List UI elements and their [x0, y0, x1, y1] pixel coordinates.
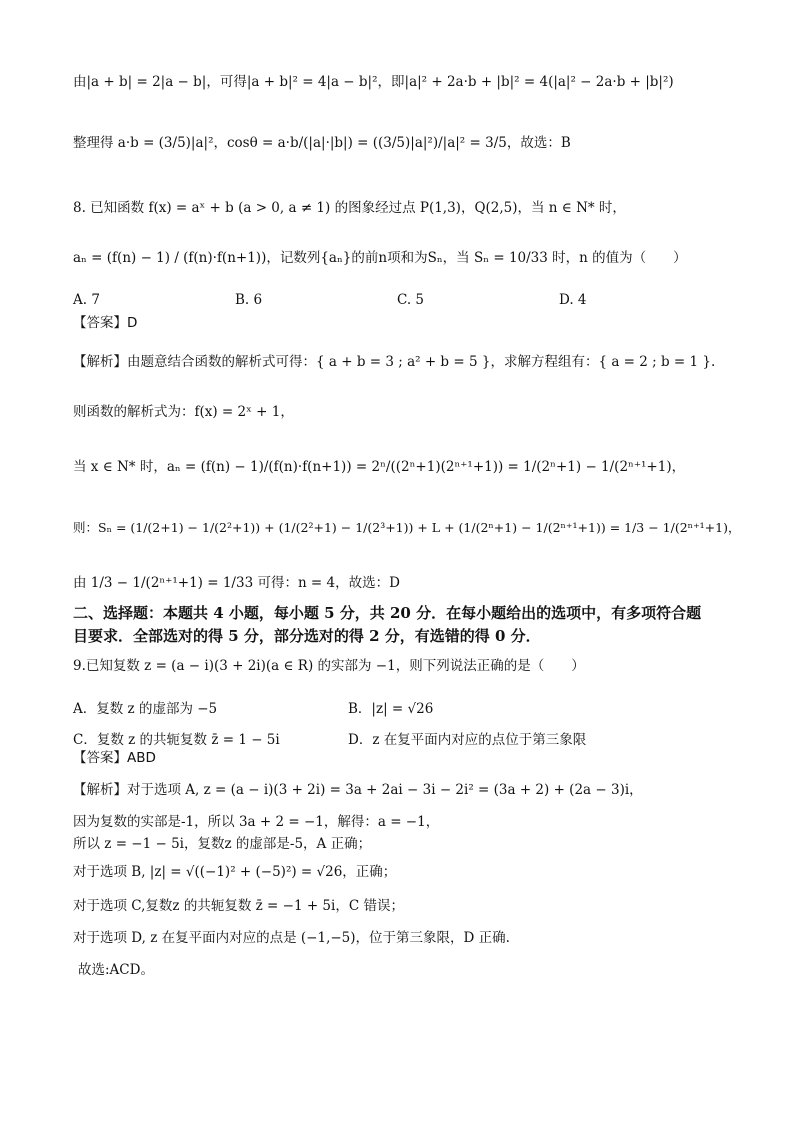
- question-8-stem-2: aₙ = (f(n) − 1) / (f(n)·f(n+1))，记数列{aₙ}的前n项和为Sₙ，当 Sₙ = 10/33 时，n 的值为（ ）: [73, 250, 687, 266]
- section-2-heading: 二、选择题：本题共 4 小题，每小题 5 分，共 20 分．在每小题给出的选项中，有多项符合题: [73, 604, 702, 622]
- option-c: C．复数 z 的共轭复数 z̄ = 1 − 5i: [73, 732, 280, 748]
- analysis-8-1: 【解析】由题意结合函数的解析式可得：{ a + b = 3 ; a² + b = 5 }，求解方程组有：{ a = 2 ; b = 1 }.: [73, 354, 716, 370]
- line-2: 整理得 a·b = (3/5)|a|²，cosθ = a·b/(|a|·|b|) = ((3/5)|a|²)/|a|² = 3/5，故选：B: [73, 135, 571, 151]
- question-9-stem: 9.已知复数 z = (a − i)(3 + 2i)(a ∈ R) 的实部为 −1，则下列说法正确的是（ ）: [73, 658, 585, 674]
- option-d: D. 4: [559, 292, 587, 308]
- analysis-9-4: 对于选项 B, |z| = √((−1)² + (−5)²) = √26，正确；: [73, 864, 397, 880]
- option-b: B．|z| = √26: [348, 701, 434, 717]
- option-c: C. 5: [397, 292, 425, 308]
- answer-9: 【答案】ABD: [73, 750, 156, 766]
- analysis-9-6: 对于选项 D, z 在复平面内对应的点是 (−1,−5)，位于第三象限，D 正确.: [73, 930, 510, 946]
- option-a: A. 7: [73, 292, 100, 308]
- analysis-9-5: 对于选项 C,复数z 的共轭复数 z̄ = −1 + 5i，C 错误；: [73, 898, 404, 914]
- analysis-8-4: 则：Sₙ = (1/(2+1) − 1/(2²+1)) + (1/(2²+1) − 1/(2³+1)) + L + (1/(2ⁿ+1) − 1/(2ⁿ⁺¹+1)) = 1/3 − 1/(2ⁿ⁺¹+1)，: [73, 520, 741, 535]
- option-a: A．复数 z 的虚部为 −5: [73, 701, 218, 717]
- analysis-8-5: 由 1/3 − 1/(2ⁿ⁺¹+1) = 1/33 可得：n = 4，故选：D: [73, 575, 400, 591]
- answer-8: 【答案】D: [73, 315, 138, 331]
- question-9-options-row-1: [73, 697, 753, 717]
- analysis-9-1: 【解析】对于选项 A, z = (a − i)(3 + 2i) = 3a + 2ai − 3i − 2i² = (3a + 2) + (2a − 3)i，: [73, 782, 643, 798]
- analysis-8-2: 则函数的解析式为：f(x) = 2ˣ + 1，: [73, 404, 294, 420]
- line-1: 由|a + b| = 2|a − b|，可得|a + b|² = 4|a − b|²，即|a|² + 2a·b + |b|² = 4(|a|² − 2a·b + |b|²): [73, 74, 674, 90]
- analysis-9-3: 所以 z = −1 − 5i，复数z 的虚部是-5，A 正确；: [73, 836, 372, 852]
- question-8-stem: 8. 已知函数 f(x) = aˣ + b (a > 0, a ≠ 1) 的图象经过点 P(1,3)，Q(2,5)，当 n ∈ N* 时，: [73, 200, 626, 216]
- analysis-8-3: 当 x ∈ N* 时，aₙ = (f(n) − 1)/(f(n)·f(n+1)) = 2ⁿ/((2ⁿ+1)(2ⁿ⁺¹+1)) = 1/(2ⁿ+1) − 1/(2ⁿ⁺¹+1)，: [73, 459, 686, 475]
- question-9-options-row-2: [73, 728, 753, 748]
- option-b: B. 6: [235, 292, 263, 308]
- question-8-options: [73, 292, 753, 308]
- analysis-9-2: 因为复数的实部是-1，所以 3a + 2 = −1，解得：a = −1，: [73, 814, 440, 830]
- section-2-heading-2: 目要求．全部选对的得 5 分，部分选对的得 2 分，有选错的得 0 分．: [73, 627, 541, 645]
- analysis-9-7: 故选:ACD。: [78, 962, 154, 978]
- option-d: D．z 在复平面内对应的点位于第三象限: [348, 732, 587, 748]
